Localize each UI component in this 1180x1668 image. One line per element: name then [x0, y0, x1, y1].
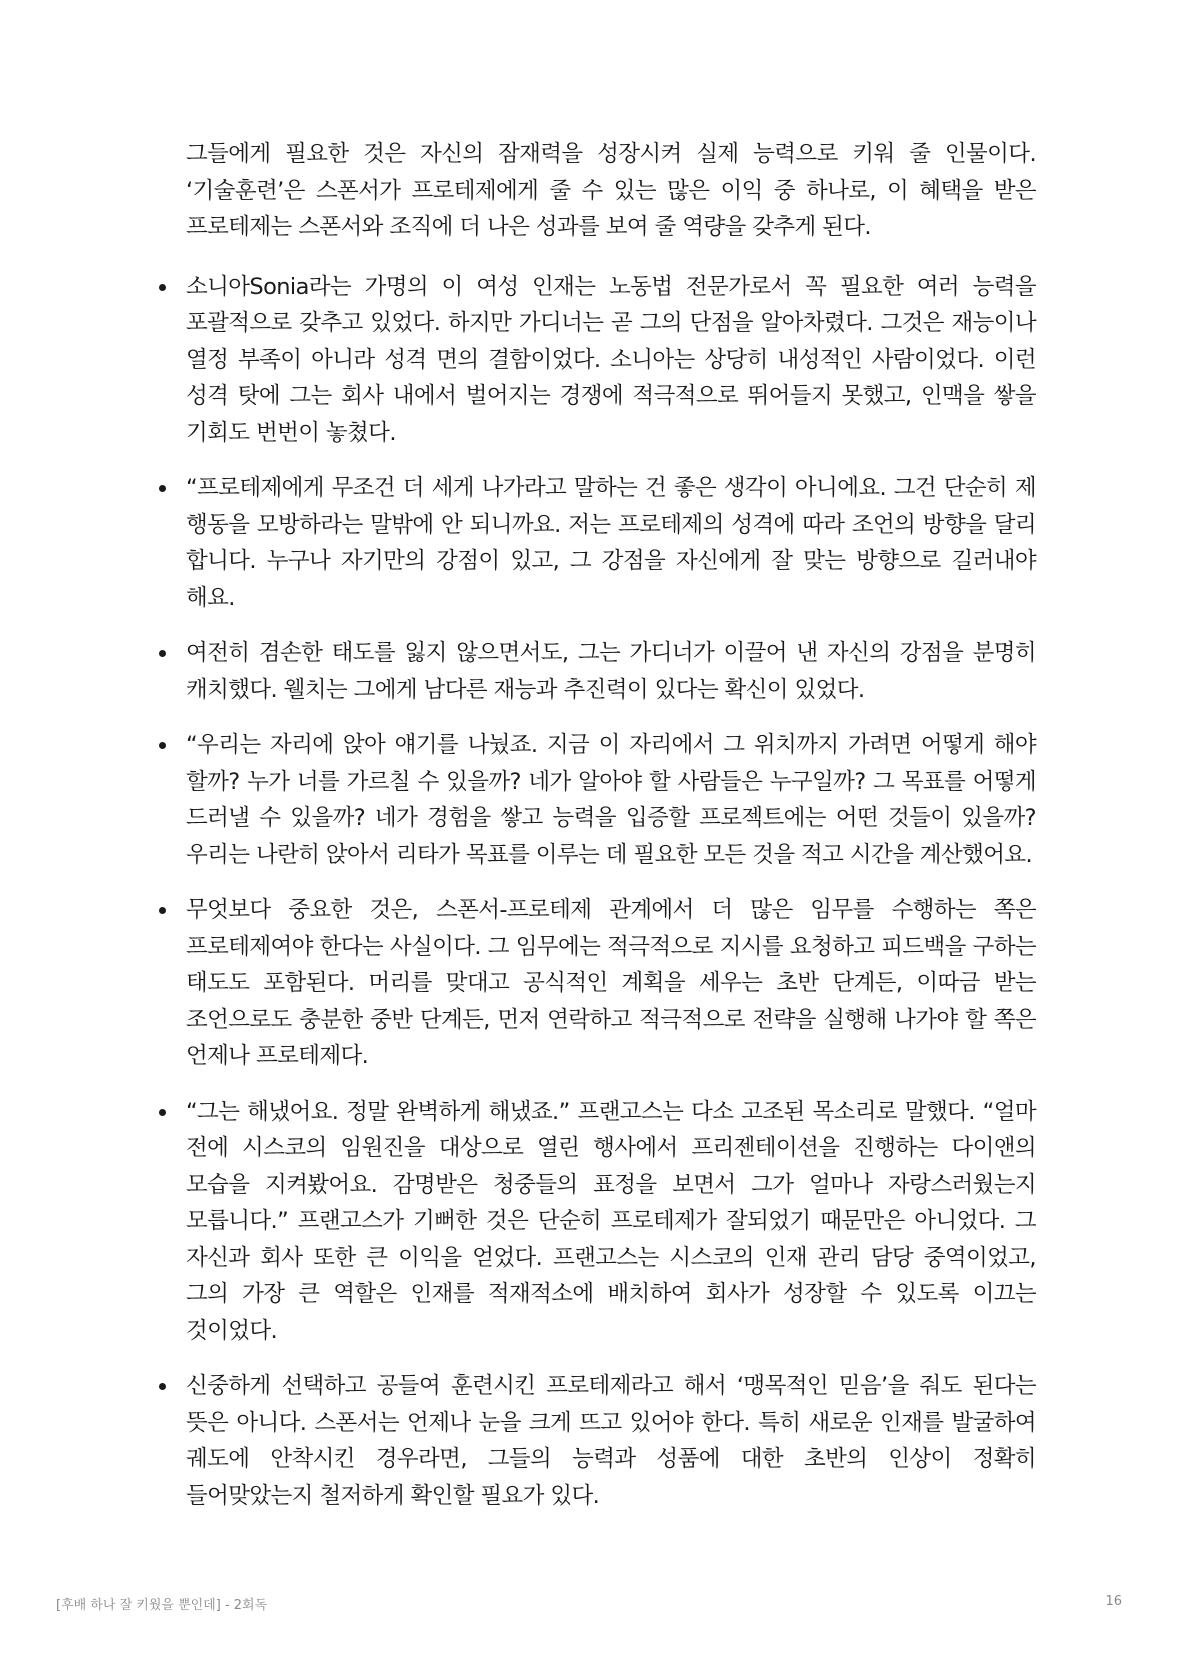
intro-paragraph: 그들에게 필요한 것은 자신의 잠재력을 성장시켜 실제 능력으로 키워 줄 인물이다. ‘기술훈련’은 스폰서가 프로테제에게 줄 수 있는 많은 이익 중 하나로, 이 혜택을 받은 프로테제는 스폰서와 조직에 더 나은 성과를 보여 줄 역량을 갖추게 된다.	[186, 141, 1036, 240]
bullet-dot	[159, 742, 166, 749]
bullet-text: “우리는 자리에 앉아 얘기를 나눴죠. 지금 이 자리에서 그 위치까지 가려면 어떻게 해야 할까? 누가 너를 가르칠 수 있을까? 네가 알아야 할 사람들은 누구일까? 그 목표를 어떻게 드러낼 수 있을까? 네가 경험을 쌓고 능력을 입증할 프로젝트에는 어떤 것들이 있을까? 우리는 나란히 앉아서 리타가 목표를 이루는 데 필요한 모든 것을 적고 시간을 계산했어요.	[186, 732, 1036, 868]
bullet-text: “그는 해냈어요. 정말 완벽하게 해냈죠.” 프랜고스는 다소 고조된 목소리로 말했다. “얼마 전에 시스코의 임원진을 대상으로 열린 행사에서 프리젠테이션을 진행하는 다이앤의 모습을 지켜봤어요. 감명받은 청중들의 표정을 보면서 그가 얼마나 자랑스러웠는지 모릅니다.” 프랜고스가 기뻐한 것은 단순히 프로테제가 잘되었기 때문만은 아니었다. 그 자신과 회사 또한 큰 이익을 얻었다. 프랜고스는 시스코의 인재 관리 담당 중역이었고, 그의 가장 큰 역할은 인재를 적재적소에 배치하여 회사가 성장할 수 있도록 이끄는 것이었다.	[186, 1098, 1036, 1344]
bullet-item	[156, 1368, 1036, 1514]
bullet-list	[156, 269, 1036, 1515]
bullet-item	[156, 635, 1036, 708]
bullet-item	[156, 727, 1036, 873]
bullet-text: 소니아Sonia라는 가명의 이 여성 인재는 노동법 전문가로서 꼭 필요한 여러 능력을 포괄적으로 갖추고 있었다. 하지만 가디너는 곧 그의 단점을 알아차렸다. 그것은 재능이나 열정 부족이 아니라 성격 면의 결함이었다. 소니아는 상당히 내성적인 사람이었다. 이런 성격 탓에 그는 회사 내에서 벌어지는 경쟁에 적극적으로 뛰어들지 못했고, 인맥을 쌓을 기회도 번번이 놓쳤다.	[186, 273, 1036, 446]
footer-title: [후배 하나 잘 키웠을 뿐인데] - 2회독	[56, 1598, 268, 1613]
bullet-item	[156, 892, 1036, 1075]
bullet-item	[156, 269, 1036, 452]
page-number: 16	[1105, 1594, 1122, 1609]
bullet-dot	[159, 485, 166, 492]
bullet-dot	[159, 650, 166, 657]
bullet-dot	[159, 1109, 166, 1116]
bullet-dot	[159, 284, 166, 291]
bullet-text: 신중하게 선택하고 공들여 훈련시킨 프로테제라고 해서 ‘맹목적인 믿음’을 줘도 된다는 뜻은 아니다. 스폰서는 언제나 눈을 크게 뜨고 있어야 한다. 특히 새로운 인재를 발굴하여 궤도에 안착시킨 경우라면, 그들의 능력과 성품에 대한 초반의 인상이 정확히 들어맞았는지 철저하게 확인할 필요가 있다.	[186, 1373, 1036, 1509]
bullet-item	[156, 470, 1036, 616]
bullet-text: “프로테제에게 무조건 더 세게 나가라고 말하는 건 좋은 생각이 아니에요. 그건 단순히 제 행동을 모방하라는 말밖에 안 되니까요. 저는 프로테제의 성격에 따라 조언의 방향을 달리 합니다. 누구나 자기만의 강점이 있고, 그 강점을 자신에게 잘 맞는 방향으로 길러내야 해요.	[186, 475, 1036, 611]
bullet-item	[156, 1094, 1036, 1350]
bullet-dot	[159, 1383, 166, 1390]
page-body	[156, 136, 1036, 1514]
bullet-text: 무엇보다 중요한 것은, 스폰서-프로테제 관계에서 더 많은 임무를 수행하는 쪽은 프로테제여야 한다는 사실이다. 그 임무에는 적극적으로 지시를 요청하고 피드백을 구하는 태도도 포함된다. 머리를 맞대고 공식적인 계획을 세우는 초반 단계든, 이따금 받는 조언으로도 충분한 중반 단계든, 먼저 연락하고 적극적으로 전략을 실행해 나가야 할 쪽은 언제나 프로테제다.	[186, 897, 1036, 1069]
bullet-text: 여전히 겸손한 태도를 잃지 않으면서도, 그는 가디너가 이끌어 낸 자신의 강점을 분명히 캐치했다. 웰치는 그에게 남다른 재능과 추진력이 있다는 확신이 있었다.	[186, 640, 1036, 703]
bullet-dot	[159, 907, 166, 914]
